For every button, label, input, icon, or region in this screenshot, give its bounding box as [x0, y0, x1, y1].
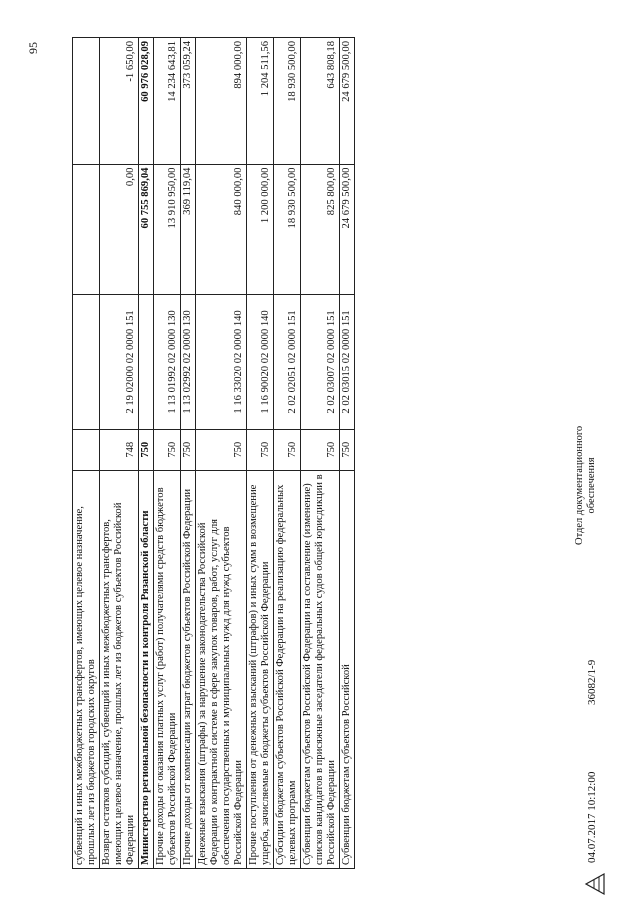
- footer-stamp: [574, 426, 598, 545]
- row-budget-code-cell: 1 13 02992 02 0000 130: [181, 295, 196, 430]
- footer-datetime: 04.07.2017 10:12:00: [586, 771, 598, 863]
- row-executed-amount-cell: 894 000,00: [196, 38, 247, 165]
- row-name-cell: Министерство региональной безопасности и контроля Рязанской области: [139, 470, 154, 868]
- row-plan-amount-cell: 1 200 000,00: [247, 164, 274, 294]
- row-budget-code-cell: 1 16 33020 02 0000 140: [196, 295, 247, 430]
- table-row: [247, 38, 274, 869]
- row-executed-amount-cell: 18 930 500,00: [274, 38, 301, 165]
- row-name-cell: Прочие доходы от компенсации затрат бюджетов субъектов Российской Федерации: [181, 470, 196, 868]
- page-number: 95: [26, 42, 40, 54]
- row-executed-amount-cell: 14 234 643,81: [154, 38, 181, 165]
- row-name-cell: Возврат остатков субсидий, субвенций и иных межбюджетных трансфертов, имеющих целевое назначение, прошлых лет из бюджетов субъектов Российской Федерации: [100, 470, 139, 868]
- row-admin-code-cell: 750: [181, 429, 196, 470]
- row-budget-code-cell: 2 02 03015 02 0000 151: [340, 295, 355, 430]
- row-name-cell: Прочие доходы от оказания платных услуг (работ) получателями средств бюджетов субъектов Российской Федерации: [154, 470, 181, 868]
- row-admin-code-cell: 750: [301, 429, 340, 470]
- row-name-cell: Прочие поступления от денежных взысканий (штрафов) и иных сумм в возмещение ущерба, зачисляемые в бюджеты субъектов Российской Федерации: [247, 470, 274, 868]
- table-row: [139, 38, 154, 869]
- row-plan-amount-cell: 60 755 869,04: [139, 164, 154, 294]
- stamp-line-2: обеспечения: [586, 457, 597, 514]
- row-budget-code-cell: [139, 295, 154, 430]
- row-plan-amount-cell: 840 000,00: [196, 164, 247, 294]
- row-admin-code-cell: 750: [154, 429, 181, 470]
- row-admin-code-cell: 750: [274, 429, 301, 470]
- row-admin-code-cell: [73, 429, 100, 470]
- table-row: [301, 38, 340, 869]
- row-plan-amount-cell: 369 119,04: [181, 164, 196, 294]
- row-executed-amount-cell: 643 808,18: [301, 38, 340, 165]
- row-budget-code-cell: 2 02 03007 02 0000 151: [301, 295, 340, 430]
- row-budget-code-cell: 1 13 01992 02 0000 130: [154, 295, 181, 430]
- row-plan-amount-cell: 13 910 950,00: [154, 164, 181, 294]
- table-row: [181, 38, 196, 869]
- row-admin-code-cell: 750: [247, 429, 274, 470]
- logo-icon: [582, 871, 608, 897]
- row-name-cell: Субвенции бюджетам субъектов Российской Федерации на составление (изменение) списков кандидатов в присяжные заседатели федеральных судов общей юрисдикции в Российской Федерации: [301, 470, 340, 868]
- revenue-table: [72, 37, 355, 869]
- table-row: [196, 38, 247, 869]
- row-budget-code-cell: 2 02 02051 02 0000 151: [274, 295, 301, 430]
- row-plan-amount-cell: 18 930 500,00: [274, 164, 301, 294]
- row-executed-amount-cell: 24 679 500,00: [340, 38, 355, 165]
- row-executed-amount-cell: -1 650,00: [100, 38, 139, 165]
- row-executed-amount-cell: 1 204 511,56: [247, 38, 274, 165]
- row-executed-amount-cell: [73, 38, 100, 165]
- table-row: [73, 38, 100, 869]
- row-admin-code-cell: 750: [340, 429, 355, 470]
- table-row: [274, 38, 301, 869]
- row-admin-code-cell: 750: [139, 429, 154, 470]
- row-budget-code-cell: [73, 295, 100, 430]
- table-row: [100, 38, 139, 869]
- revenue-table-body: [73, 38, 355, 869]
- row-executed-amount-cell: 60 976 028,09: [139, 38, 154, 165]
- row-admin-code-cell: 748: [100, 429, 139, 470]
- row-name-cell: Субвенции бюджетам субъектов Российской: [340, 470, 355, 868]
- row-plan-amount-cell: 24 679 500,00: [340, 164, 355, 294]
- row-name-cell: субвенций и иных межбюджетных трансфертов, имеющих целевое назначение, прошлых лет из бюджетов городских округов: [73, 470, 100, 868]
- row-budget-code-cell: 1 16 90020 02 0000 140: [247, 295, 274, 430]
- row-name-cell: Субсидии бюджетам субъектов Российской Федерации на реализацию федеральных целевых программ: [274, 470, 301, 868]
- row-plan-amount-cell: 0,00: [100, 164, 139, 294]
- row-name-cell: Денежные взыскания (штрафы) за нарушение законодательства Российской Федерации о контрактной системе в сфере закупок товаров, работ, услуг для обеспечения государственных и муниципальных нужд для нужд субъектов Российской Федерации: [196, 470, 247, 868]
- row-admin-code-cell: 750: [196, 429, 247, 470]
- row-plan-amount-cell: 825 800,00: [301, 164, 340, 294]
- stamp-line-1: Отдел документационного: [574, 425, 585, 545]
- row-executed-amount-cell: 373 059,24: [181, 38, 196, 165]
- row-budget-code-cell: 2 19 02000 02 0000 151: [100, 295, 139, 430]
- table-row: [154, 38, 181, 869]
- table-row: [340, 38, 355, 869]
- row-plan-amount-cell: [73, 164, 100, 294]
- footer-doc-id: 36082/1-9: [586, 659, 598, 705]
